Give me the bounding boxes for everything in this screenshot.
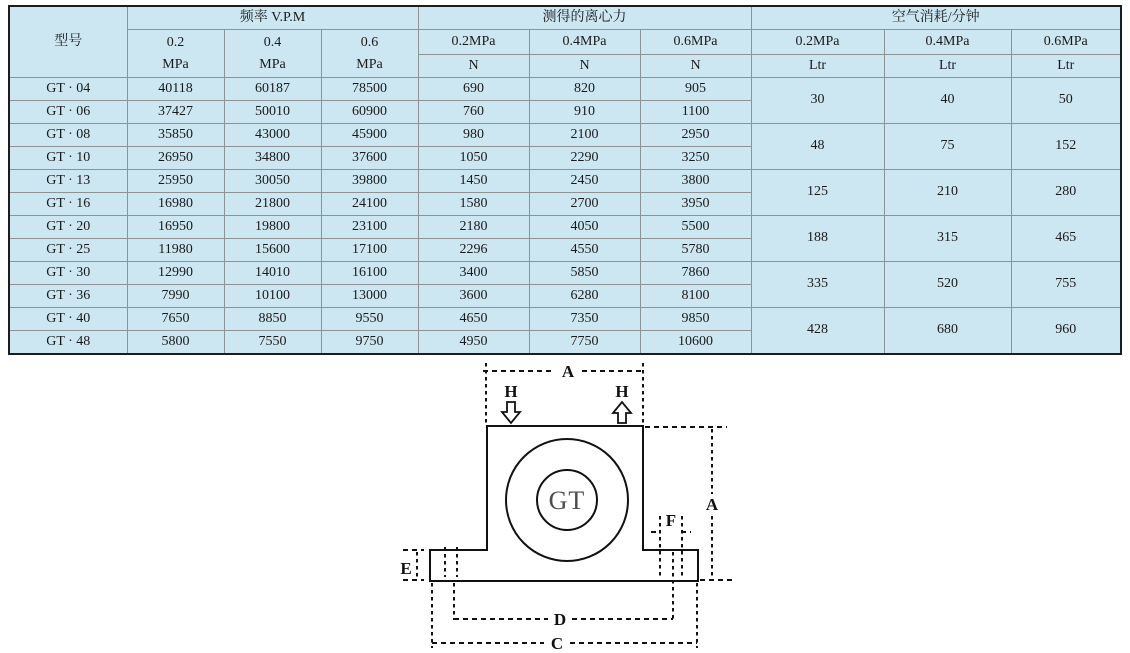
- frequency-cell: 34800: [224, 147, 321, 170]
- frequency-cell: 7990: [127, 285, 224, 308]
- force-cell: 3400: [418, 262, 529, 285]
- model-cell: GT · 04: [9, 78, 127, 101]
- force-cell: 760: [418, 101, 529, 124]
- air-consumption-cell: 960: [1011, 308, 1121, 355]
- force-cell: 820: [529, 78, 640, 101]
- dim-label-d: D: [553, 610, 567, 629]
- force-cell: 4050: [529, 216, 640, 239]
- force-cell: 7350: [529, 308, 640, 331]
- air-consumption-cell: 280: [1011, 170, 1121, 216]
- air-consumption-cell: 520: [884, 262, 1011, 308]
- frequency-cell: 23100: [321, 216, 418, 239]
- unit-ltr: Ltr: [1011, 55, 1121, 78]
- force-cell: 5780: [640, 239, 751, 262]
- air-consumption-cell: 40: [884, 78, 1011, 124]
- arrow-up-icon: [613, 402, 631, 423]
- force-cell: 1580: [418, 193, 529, 216]
- model-cell: GT · 36: [9, 285, 127, 308]
- dim-label-e: E: [400, 559, 412, 578]
- frequency-cell: 16100: [321, 262, 418, 285]
- frequency-cell: 24100: [321, 193, 418, 216]
- air-consumption-cell: 125: [751, 170, 884, 216]
- air-consumption-cell: 465: [1011, 216, 1121, 262]
- model-cell: GT · 30: [9, 262, 127, 285]
- force-cell: 910: [529, 101, 640, 124]
- frequency-cell: 16950: [127, 216, 224, 239]
- unit-ltr: Ltr: [884, 55, 1011, 78]
- frequency-cell: 5800: [127, 331, 224, 355]
- pressure-value: 0.6: [360, 34, 379, 50]
- frequency-cell: 60900: [321, 101, 418, 124]
- header-group-force: 测得的离心力: [418, 6, 751, 30]
- frequency-cell: 7550: [224, 331, 321, 355]
- model-cell: GT · 06: [9, 101, 127, 124]
- header-force-0.2mpa: 0.2MPa: [418, 30, 529, 55]
- force-cell: 4650: [418, 308, 529, 331]
- force-cell: 2290: [529, 147, 640, 170]
- force-cell: 980: [418, 124, 529, 147]
- force-cell: 1100: [640, 101, 751, 124]
- force-cell: 2100: [529, 124, 640, 147]
- header-model: 型号: [9, 6, 127, 78]
- air-consumption-cell: 335: [751, 262, 884, 308]
- frequency-cell: 14010: [224, 262, 321, 285]
- dim-label-f: F: [665, 511, 677, 530]
- vibrator-dimension-diagram: [380, 358, 760, 653]
- header-freq-0.6mpa: [321, 30, 418, 78]
- force-cell: 3600: [418, 285, 529, 308]
- force-cell: 3950: [640, 193, 751, 216]
- air-consumption-cell: 30: [751, 78, 884, 124]
- specs-table: [8, 5, 1122, 355]
- bolt-hole-left: [445, 547, 457, 577]
- air-consumption-cell: 755: [1011, 262, 1121, 308]
- header-force-0.4mpa: 0.4MPa: [529, 30, 640, 55]
- pressure-value: 0.4: [263, 34, 282, 50]
- frequency-cell: 25950: [127, 170, 224, 193]
- model-cell: GT · 40: [9, 308, 127, 331]
- unit-ltr: Ltr: [751, 55, 884, 78]
- frequency-cell: 17100: [321, 239, 418, 262]
- model-cell: GT · 10: [9, 147, 127, 170]
- force-cell: 1450: [418, 170, 529, 193]
- model-cell: GT · 20: [9, 216, 127, 239]
- model-cell: GT · 13: [9, 170, 127, 193]
- air-consumption-cell: 680: [884, 308, 1011, 355]
- frequency-cell: 60187: [224, 78, 321, 101]
- header-freq-0.4mpa: [224, 30, 321, 78]
- frequency-cell: 50010: [224, 101, 321, 124]
- force-cell: 4950: [418, 331, 529, 355]
- frequency-cell: 43000: [224, 124, 321, 147]
- force-cell: 9850: [640, 308, 751, 331]
- frequency-cell: 45900: [321, 124, 418, 147]
- force-cell: 7860: [640, 262, 751, 285]
- pressure-unit: MPa: [356, 56, 383, 72]
- frequency-cell: 9550: [321, 308, 418, 331]
- model-cell: GT · 08: [9, 124, 127, 147]
- force-cell: 2296: [418, 239, 529, 262]
- air-consumption-cell: 50: [1011, 78, 1121, 124]
- force-cell: 8100: [640, 285, 751, 308]
- pressure-unit: MPa: [259, 56, 286, 72]
- model-cell: GT · 16: [9, 193, 127, 216]
- frequency-cell: 78500: [321, 78, 418, 101]
- frequency-cell: 19800: [224, 216, 321, 239]
- air-consumption-cell: 315: [884, 216, 1011, 262]
- table-row: [9, 308, 1121, 331]
- force-cell: 10600: [640, 331, 751, 355]
- air-consumption-cell: 210: [884, 170, 1011, 216]
- force-cell: 6280: [529, 285, 640, 308]
- force-cell: 2180: [418, 216, 529, 239]
- table-header: [9, 6, 1121, 78]
- dim-label-a-right: A: [705, 495, 719, 514]
- frequency-cell: 15600: [224, 239, 321, 262]
- frequency-cell: 26950: [127, 147, 224, 170]
- port-label-h-left: H: [504, 382, 518, 401]
- force-cell: 3800: [640, 170, 751, 193]
- frequency-cell: 37600: [321, 147, 418, 170]
- frequency-cell: 40118: [127, 78, 224, 101]
- table-row: [9, 170, 1121, 193]
- frequency-cell: 10100: [224, 285, 321, 308]
- force-cell: 2950: [640, 124, 751, 147]
- air-consumption-cell: 75: [884, 124, 1011, 170]
- frequency-cell: 9750: [321, 331, 418, 355]
- air-consumption-cell: 428: [751, 308, 884, 355]
- force-cell: 7750: [529, 331, 640, 355]
- header-air-0.4mpa: 0.4MPa: [884, 30, 1011, 55]
- port-label-h-right: H: [615, 382, 629, 401]
- frequency-cell: 7650: [127, 308, 224, 331]
- force-cell: 1050: [418, 147, 529, 170]
- air-consumption-cell: 188: [751, 216, 884, 262]
- air-consumption-cell: 48: [751, 124, 884, 170]
- table-body: [9, 78, 1121, 355]
- pressure-unit: MPa: [162, 56, 189, 72]
- frequency-cell: 12990: [127, 262, 224, 285]
- header-group-frequency: 频率 V.P.M: [127, 6, 418, 30]
- frequency-cell: 21800: [224, 193, 321, 216]
- force-cell: 5500: [640, 216, 751, 239]
- frequency-cell: 11980: [127, 239, 224, 262]
- frequency-cell: 16980: [127, 193, 224, 216]
- frequency-cell: 30050: [224, 170, 321, 193]
- force-cell: 905: [640, 78, 751, 101]
- body-label: GT: [548, 486, 586, 515]
- header-air-0.6mpa: 0.6MPa: [1011, 30, 1121, 55]
- table-row: [9, 78, 1121, 101]
- model-cell: GT · 25: [9, 239, 127, 262]
- table-row: [9, 216, 1121, 239]
- model-cell: GT · 48: [9, 331, 127, 355]
- air-consumption-cell: 152: [1011, 124, 1121, 170]
- dim-label-c: C: [550, 634, 564, 653]
- table-row: [9, 262, 1121, 285]
- frequency-cell: 8850: [224, 308, 321, 331]
- header-freq-0.2mpa: [127, 30, 224, 78]
- dim-label-a-top: A: [561, 362, 575, 381]
- force-cell: 5850: [529, 262, 640, 285]
- force-cell: 3250: [640, 147, 751, 170]
- force-cell: 2450: [529, 170, 640, 193]
- unit-newton: N: [418, 55, 529, 78]
- frequency-cell: 37427: [127, 101, 224, 124]
- frequency-cell: 13000: [321, 285, 418, 308]
- force-cell: 2700: [529, 193, 640, 216]
- header-force-0.6mpa: 0.6MPa: [640, 30, 751, 55]
- force-cell: 690: [418, 78, 529, 101]
- unit-newton: N: [529, 55, 640, 78]
- header-group-air: 空气消耗/分钟: [751, 6, 1121, 30]
- unit-newton: N: [640, 55, 751, 78]
- header-air-0.2mpa: 0.2MPa: [751, 30, 884, 55]
- frequency-cell: 35850: [127, 124, 224, 147]
- frequency-cell: 39800: [321, 170, 418, 193]
- force-cell: 4550: [529, 239, 640, 262]
- arrow-down-icon: [502, 402, 520, 423]
- pressure-value: 0.2: [166, 34, 185, 50]
- table-row: [9, 124, 1121, 147]
